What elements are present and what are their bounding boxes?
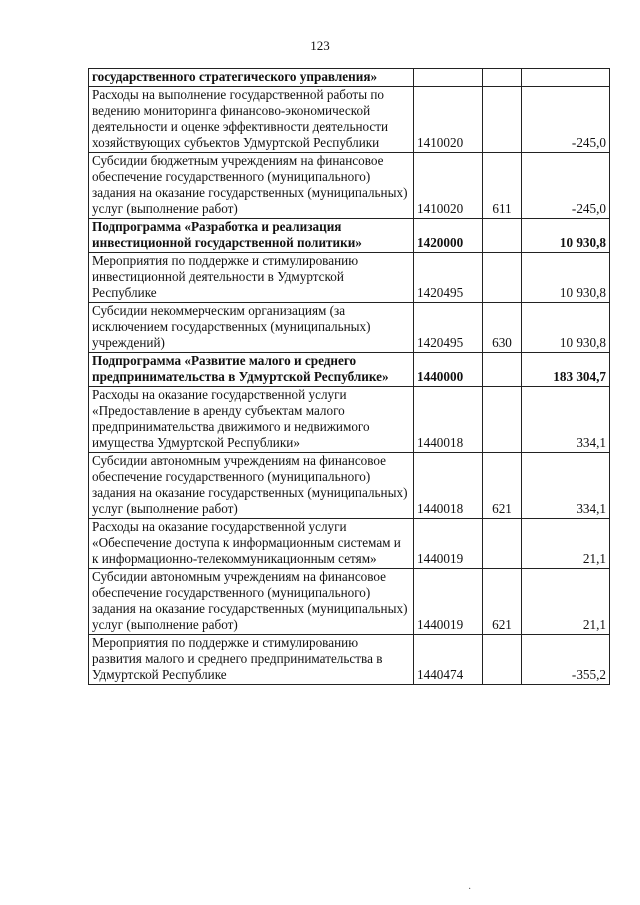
table-row [89, 303, 610, 353]
expense-type-cell: 630 [483, 303, 522, 353]
expense-type-cell: 621 [483, 569, 522, 635]
amount-cell: 334,1 [522, 453, 610, 519]
amount-cell: -355,2 [522, 635, 610, 685]
expense-name-cell: государственного стратегического управления» [89, 69, 414, 87]
target-code-cell: 1420000 [414, 219, 483, 253]
expense-name-cell: Расходы на оказание государственной услуги «Обеспечение доступа к информационным системам и к информационно-телекоммуникационным сетям» [89, 519, 414, 569]
expense-name-cell: Субсидии автономным учреждениям на финансовое обеспечение государственного (муниципального) задания на оказание государственных (муниципальных) услуг (выполнение работ) [89, 569, 414, 635]
amount-cell: 10 930,8 [522, 219, 610, 253]
target-code-cell: 1440018 [414, 453, 483, 519]
expense-name-cell: Мероприятия по поддержке и стимулированию развития малого и среднего предпринимательства в Удмуртской Республике [89, 635, 414, 685]
table-row [89, 87, 610, 153]
expense-type-cell: 611 [483, 153, 522, 219]
target-code-cell: 1440000 [414, 353, 483, 387]
target-code-cell: 1440019 [414, 519, 483, 569]
expense-type-cell [483, 387, 522, 453]
amount-cell: -245,0 [522, 87, 610, 153]
budget-table-body [89, 69, 610, 685]
table-row [89, 635, 610, 685]
page-number: 123 [310, 38, 330, 53]
table-row [89, 69, 610, 87]
table-row [89, 519, 610, 569]
budget-table [88, 68, 610, 685]
table-row [89, 219, 610, 253]
amount-cell: 183 304,7 [522, 353, 610, 387]
expense-type-cell [483, 69, 522, 87]
table-row [89, 569, 610, 635]
expense-type-cell [483, 253, 522, 303]
expense-name-cell: Субсидии некоммерческим организациям (за исключением государственных (муниципальных) учреждений) [89, 303, 414, 353]
expense-name-cell: Подпрограмма «Развитие малого и среднего предпринимательства в Удмуртской Республике» [89, 353, 414, 387]
table-row [89, 353, 610, 387]
amount-cell: 334,1 [522, 387, 610, 453]
expense-type-cell [483, 353, 522, 387]
amount-cell: -245,0 [522, 153, 610, 219]
expense-name-cell: Мероприятия по поддержке и стимулированию инвестиционной деятельности в Удмуртской Республике [89, 253, 414, 303]
expense-name-cell: Расходы на оказание государственной услуги «Предоставление в аренду субъектам малого предпринимательства движимого и недвижимого имущества Удмуртской Республики» [89, 387, 414, 453]
expense-name-cell: Субсидии бюджетным учреждениям на финансовое обеспечение государственного (муниципального) задания на оказание государственных (муниципальных) услуг (выполнение работ) [89, 153, 414, 219]
expense-type-cell [483, 519, 522, 569]
target-code-cell: 1440018 [414, 387, 483, 453]
expense-name-cell: Подпрограмма «Разработка и реализация инвестиционной государственной политики» [89, 219, 414, 253]
amount-cell [522, 69, 610, 87]
target-code-cell [414, 69, 483, 87]
expense-name-cell: Расходы на выполнение государственной работы по ведению мониторинга финансово-экономической деятельности и оценке эффективности деятельности хозяйствующих субъектов Удмуртской Республики [89, 87, 414, 153]
table-row [89, 387, 610, 453]
target-code-cell: 1420495 [414, 303, 483, 353]
expense-type-cell: 621 [483, 453, 522, 519]
expense-type-cell [483, 87, 522, 153]
target-code-cell: 1440474 [414, 635, 483, 685]
expense-type-cell [483, 635, 522, 685]
scan-mark: · [468, 884, 472, 895]
expense-name-cell: Субсидии автономным учреждениям на финансовое обеспечение государственного (муниципального) задания на оказание государственных (муниципальных) услуг (выполнение работ) [89, 453, 414, 519]
amount-cell: 10 930,8 [522, 253, 610, 303]
target-code-cell: 1420495 [414, 253, 483, 303]
target-code-cell: 1410020 [414, 153, 483, 219]
amount-cell: 21,1 [522, 569, 610, 635]
expense-type-cell [483, 219, 522, 253]
amount-cell: 21,1 [522, 519, 610, 569]
table-row [89, 153, 610, 219]
target-code-cell: 1410020 [414, 87, 483, 153]
amount-cell: 10 930,8 [522, 303, 610, 353]
table-row [89, 453, 610, 519]
table-row [89, 253, 610, 303]
target-code-cell: 1440019 [414, 569, 483, 635]
